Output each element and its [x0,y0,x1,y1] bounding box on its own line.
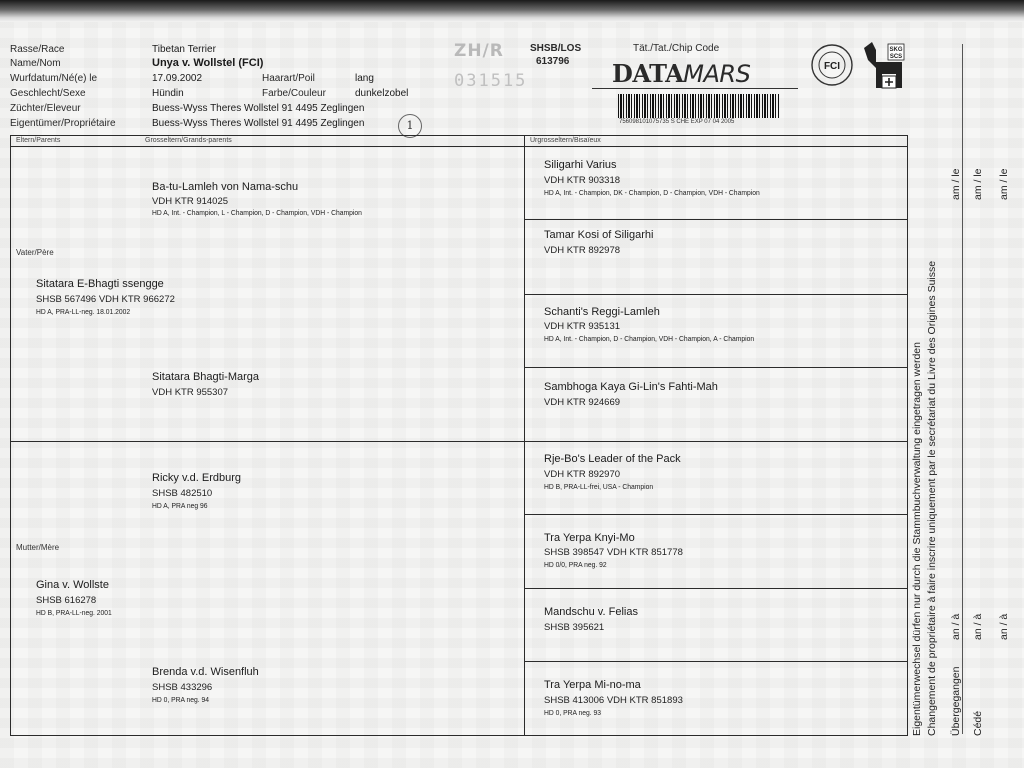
shsb-label: SHSB/LOS [530,43,582,54]
grid-gg-divider-1 [525,219,908,220]
dam-notes: HD B, PRA-LL-neg. 2001 [36,608,112,617]
chip-label: Tät./Tat./Chip Code [633,43,720,54]
grandparent-1-notes: HD A, Int. - Champion, L - Champion, D - Champion, VDH - Champion [152,208,362,217]
grandparent-4-name: Brenda v.d. Wisenfluh [152,666,259,678]
great-grandparent-1-reg: VDH KTR 903318 [544,175,621,186]
dog-race: Tibetan Terrier [152,44,216,55]
great-grandparent-8-notes: HD 0, PRA neg. 93 [544,708,602,717]
column-header-grandparents: Grosseltern/Grands-parents [145,137,232,144]
svg-text:SCS: SCS [889,54,903,60]
dam-name: Gina v. Wollste [36,579,109,591]
great-grandparent-1-notes: HD A, Int. - Champion, DK - Champion, D - Champion, VDH - Champion [544,188,760,197]
grandparent-1-reg: VDH KTR 914025 [152,196,229,207]
great-grandparent-3-notes: HD A, Int. - Champion, D - Champion, VDH - Champion, A - Champion [544,334,755,343]
dog-hair: lang [355,73,374,84]
label-breeder: Züchter/Eleveur [10,103,81,114]
label-sex: Geschlecht/Sexe [10,88,86,99]
great-grandparent-3-name: Schanti's Reggi-Lamleh [544,306,660,318]
transfer-at-label: an / à [950,613,962,640]
canton-code: ZH/R [454,41,504,61]
scan-edge-shadow [0,0,1024,22]
grid-gg-divider-7 [525,661,908,662]
grid-gg-divider-2 [525,294,908,295]
side-text-de: Eigentümerwechsel dürfen nur durch die Stammbuchverwaltung eingetragen werden [911,342,923,736]
dog-name: Unya v. Wollstel (FCI) [152,57,264,69]
sire-reg: SHSB 567496 VDH KTR 966272 [36,294,175,305]
label-owner: Eigentümer/Propriétaire [10,118,116,129]
skg-dog-logo-icon [862,40,910,92]
grid-top-line [10,135,908,136]
fci-logo-icon [810,43,854,87]
grandparent-3-notes: HD A, PRA neg 96 [152,501,208,510]
great-grandparent-6-reg: SHSB 398547 VDH KTR 851778 [544,547,683,558]
grandparent-3-name: Ricky v.d. Erdburg [152,472,242,484]
great-grandparent-6-notes: HD 0/0, PRA neg. 92 [544,560,607,569]
transfer-date-label: am / le [950,168,962,200]
chip-barcode [618,94,780,118]
sire-name: Sitatara E-Bhagti ssengge [36,278,164,290]
grandparent-4-reg: SHSB 433296 [152,682,213,693]
great-grandparent-7-name: Mandschu v. Felias [544,606,638,618]
datamars-logo [612,59,750,88]
grid-right-line [907,135,908,736]
dog-birth: 17.09.2002 [152,73,203,84]
label-birth: Wurfdatum/Né(e) le [10,73,98,84]
great-grandparent-4-name: Sambhoga Kaya Gi-Lin's Fahti-Mah [544,381,718,393]
ceded-label: Cédé [972,710,984,736]
grid-gg-divider-5 [525,514,908,515]
great-grandparent-8-reg: SHSB 413006 VDH KTR 851893 [544,695,683,706]
great-grandparent-4-reg: VDH KTR 924669 [544,397,621,408]
extra-date-label: am / le [998,168,1010,200]
shsb-number: 613796 [536,56,570,67]
great-grandparent-1-name: Siligarhi Varius [544,159,617,171]
grandparent-4-notes: HD 0, PRA neg. 94 [152,695,210,704]
dog-breeder: Buess-Wyss Theres Wollstel 91 4495 Zeglingen [152,103,365,114]
ceded-date-label: am / le [972,168,984,200]
great-grandparent-3-reg: VDH KTR 935131 [544,321,621,332]
svg-text:FCI: FCI [823,61,841,72]
ceded-at-label: an / à [972,613,984,640]
label-name: Name/Nom [10,58,61,69]
column-header-great-grandparents: Urgrosseltern/Bisaïeux [530,137,601,144]
column-header-parents: Eltern/Parents [16,137,61,144]
great-grandparent-5-notes: HD B, PRA-LL-frei, USA - Champion [544,482,654,491]
datamars-logo-a: DATA [612,59,684,88]
side-rule [962,44,963,734]
datamars-logo-b: MARS [683,60,751,88]
dam-reg: SHSB 616278 [36,595,97,606]
grid-gg-divider-3 [525,367,908,368]
sire-notes: HD A, PRA-LL-neg. 18.01.2002 [36,307,131,316]
label-hair: Haarart/Poil [262,73,315,84]
sire-label: Vater/Père [16,248,54,257]
stamp-number: 031515 [454,71,528,91]
grid-left-line [10,135,11,736]
grid-sire-dam-divider [10,441,525,442]
dog-sex: Hündin [152,88,184,99]
label-race: Rasse/Race [10,44,65,55]
label-color: Farbe/Couleur [262,88,326,99]
grid-gg-divider-4 [525,441,908,442]
great-grandparent-5-reg: VDH KTR 892970 [544,469,621,480]
extra-at-label: an / à [998,613,1010,640]
transfer-label: Übergegangen [950,666,962,736]
grandparent-2-name: Sitatara Bhagti-Marga [152,371,259,383]
grid-bottom-line [10,735,908,736]
side-text-fr: Changement de propriétaire à faire inscrire uniquement par le secrétariat du Livre des Origines Suisse [926,260,938,736]
great-grandparent-2-name: Tamar Kosi of Siligarhi [544,229,654,241]
dog-color: dunkelzobel [355,88,409,99]
great-grandparent-8-name: Tra Yerpa Mi-no-ma [544,679,641,691]
dam-label: Mutter/Mère [16,543,60,552]
datamars-rule [592,88,798,89]
great-grandparent-5-name: Rje-Bo's Leader of the Pack [544,453,681,465]
svg-text:SKG: SKG [889,47,903,53]
grandparent-3-reg: SHSB 482510 [152,488,213,499]
great-grandparent-6-name: Tra Yerpa Knyi-Mo [544,532,635,544]
great-grandparent-7-reg: SHSB 395621 [544,622,605,633]
grid-header-line [10,146,908,147]
round-stamp-digit: 1 [406,119,414,132]
great-grandparent-2-reg: VDH KTR 892978 [544,245,621,256]
grandparent-2-reg: VDH KTR 955307 [152,387,229,398]
grid-gg-divider-6 [525,588,908,589]
dog-owner: Buess-Wyss Theres Wollstel 91 4495 Zeglingen [152,118,365,129]
grid-mid-line [524,135,525,736]
barcode-text: 756098101075735 S CHE EXP 07 04 2005 [619,119,735,125]
grandparent-1-name: Ba-tu-Lamleh von Nama-schu [152,181,299,193]
